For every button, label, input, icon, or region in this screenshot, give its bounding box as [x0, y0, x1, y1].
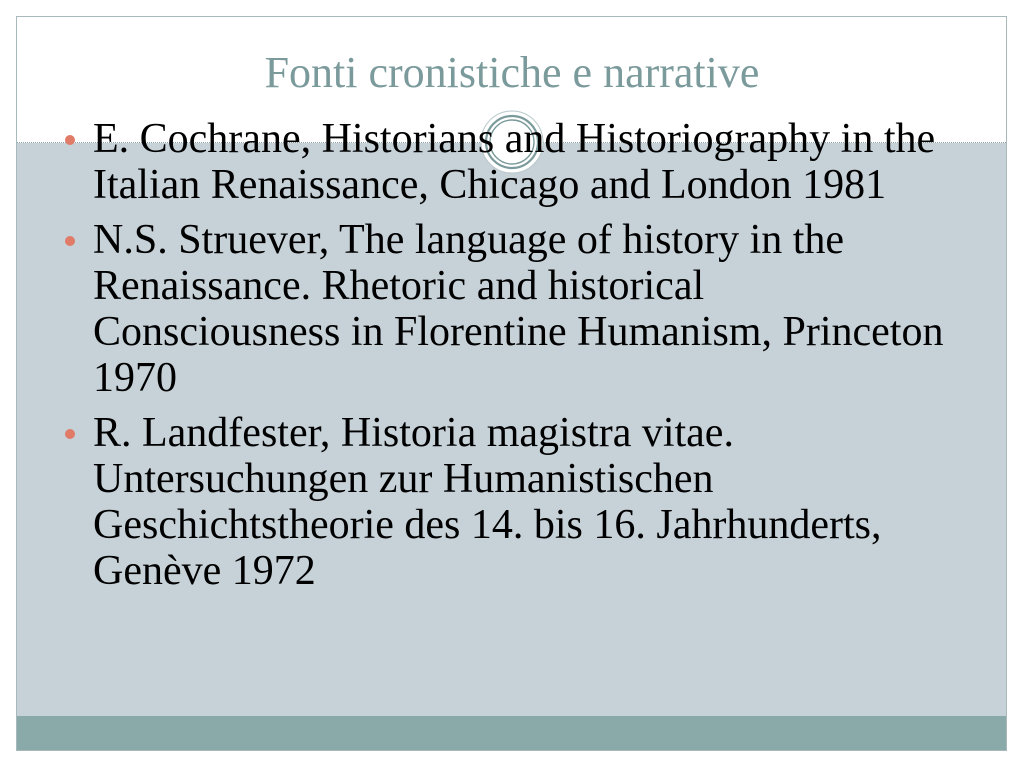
slide-title: Fonti cronistiche e narrative: [264, 48, 760, 97]
bullet-text-line: N.S. Struever, The language of history in the: [93, 217, 845, 263]
bullet-text-line: Geschichtstheorie des 14. bis 16. Jahrhunderts,: [93, 502, 882, 548]
bullet-dot-icon: [65, 429, 75, 439]
bullet-dot-icon: [65, 135, 75, 145]
bullet-item: [93, 410, 943, 594]
bullet-item: [93, 116, 943, 208]
bullet-text-line: Untersuchungen zur Humanistischen: [93, 456, 714, 502]
bullet-text-line: Genève 1972: [93, 548, 316, 594]
bullet-text-line: Renaissance. Rhetoric and historical: [93, 263, 705, 309]
bullet-text-line: Consciousness in Florentine Humanism, Princeton: [93, 309, 944, 355]
bullet-text-line: 1970: [93, 355, 177, 401]
bullet-list: [93, 116, 943, 603]
bullet-text-line: E. Cochrane, Historians and Historiography in the: [93, 116, 936, 162]
bullet-text-line: R. Landfester, Historia magistra vitae.: [93, 410, 734, 456]
bullet-dot-icon: [65, 236, 75, 246]
bullet-text-line: Italian Renaissance, Chicago and London 1981: [93, 162, 887, 208]
bullet-item: [93, 217, 943, 401]
slide-footer-band: [17, 716, 1006, 750]
